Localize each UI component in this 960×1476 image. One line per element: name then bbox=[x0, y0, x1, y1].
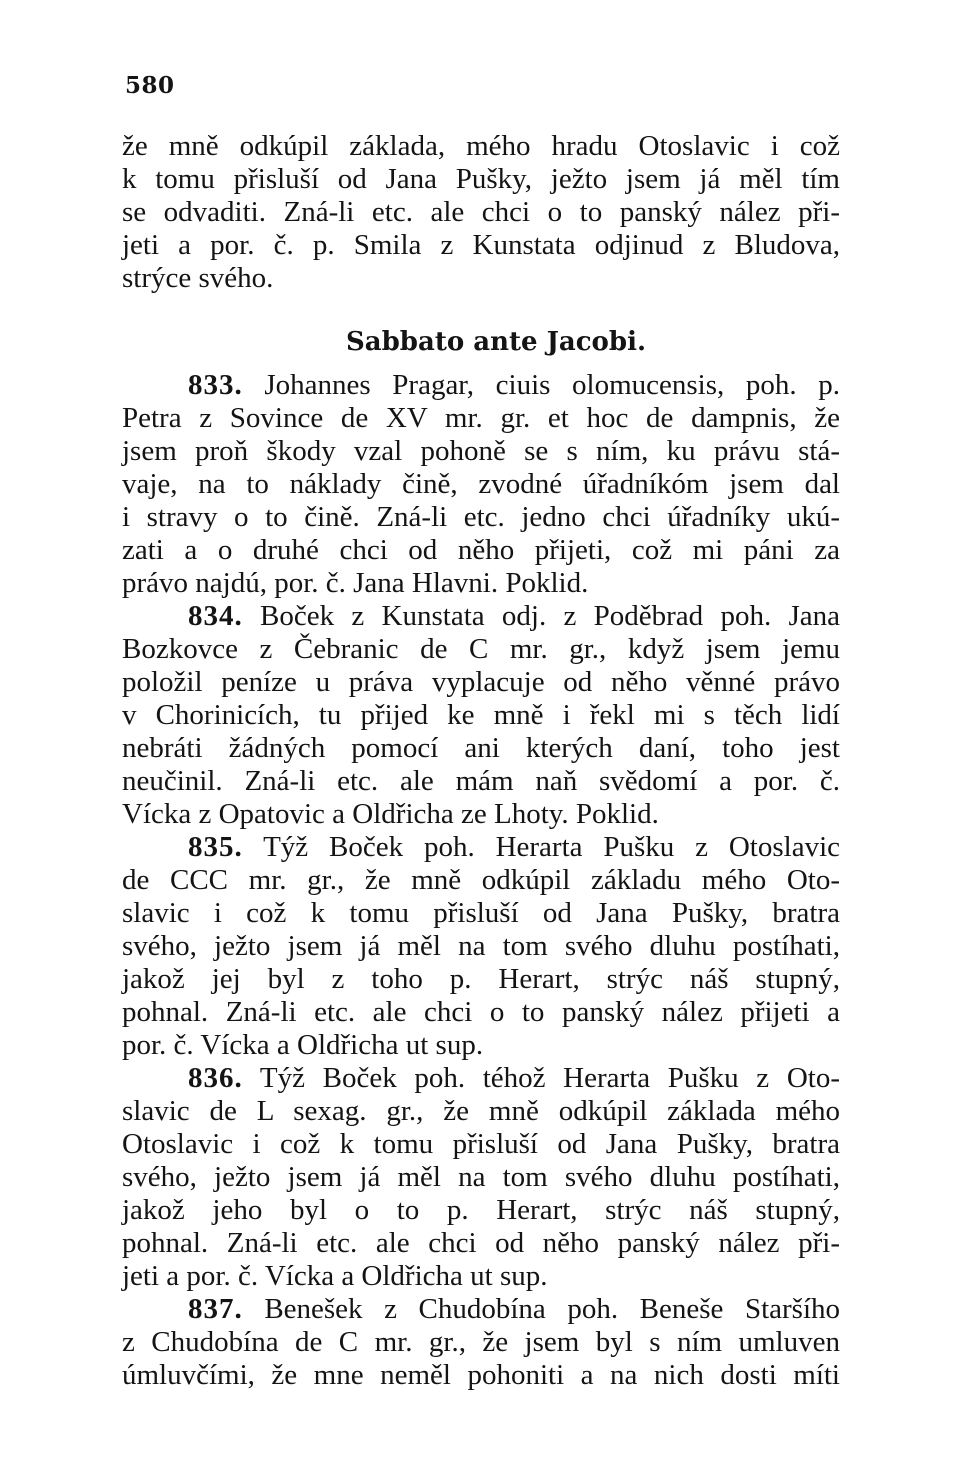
text-line: jeti a por. č. Vícka a Oldřicha ut sup. bbox=[122, 1260, 548, 1292]
text-line: jakož jeho byl o to p. Herart, strýc náš stupný, bbox=[122, 1194, 840, 1226]
intro-paragraph bbox=[122, 130, 840, 295]
text-line: že mně odkúpil základa, mého hradu Otoslavic i což bbox=[122, 130, 840, 162]
text-line: k tomu přisluší od Jana Pušky, ježto jsem já měl tím bbox=[122, 163, 840, 195]
entry-number: 837. bbox=[188, 1293, 243, 1325]
entry-first-line bbox=[122, 831, 840, 864]
text-line: vaje, na to náklady čině, zvodné úřadníkóm jsem dal bbox=[122, 468, 840, 500]
entry-first-text: Johannes Pragar, ciuis olomucensis, poh. p. bbox=[264, 369, 840, 401]
text-line: svého, ježto jsem já měl na tom svého dluhu postíhati, bbox=[122, 1161, 840, 1193]
entry-836 bbox=[122, 1062, 840, 1293]
text-line: jsem proň škody vzal pohoně se s ním, ku právu stá- bbox=[122, 435, 840, 467]
text-line: Vícka z Opatovic a Oldřicha ze Lhoty. Poklid. bbox=[122, 798, 659, 830]
text-line: z Chudobína de C mr. gr., že jsem byl s ním umluven bbox=[122, 1326, 840, 1358]
entry-first-line bbox=[122, 1062, 840, 1095]
text-line: por. č. Vícka a Oldřicha ut sup. bbox=[122, 1029, 484, 1061]
text-line: Bozkovce z Čebranic de C mr. gr., když jsem jemu bbox=[122, 633, 840, 665]
text-line: položil peníze u práva vyplacuje od něho věnné právo bbox=[122, 666, 840, 698]
entry-first-line bbox=[122, 600, 840, 633]
entry-837 bbox=[122, 1293, 840, 1392]
entry-first-text: Boček z Kunstata odj. z Poděbrad poh. Jana bbox=[260, 600, 841, 632]
text-line: de CCC mr. gr., že mně odkúpil základu mého Oto- bbox=[122, 864, 840, 896]
entry-first-line bbox=[122, 369, 840, 402]
entry-number: 834. bbox=[188, 600, 243, 632]
text-line: pohnal. Zná-li etc. ale chci o to panský nález přijeti a bbox=[122, 996, 840, 1028]
entry-number: 835. bbox=[188, 831, 243, 863]
entry-first-text: Benešek z Chudobína poh. Beneše Staršího bbox=[264, 1293, 841, 1325]
entry-number: 833. bbox=[188, 369, 243, 401]
text-line: nebráti žádných pomocí ani kterých daní, toho jest bbox=[122, 732, 840, 764]
entry-833 bbox=[122, 369, 840, 600]
text-line: slavic de L sexag. gr., že mně odkúpil základa mého bbox=[122, 1095, 840, 1127]
text-line: se odvaditi. Zná-li etc. ale chci o to panský nález při- bbox=[122, 196, 840, 228]
entry-835 bbox=[122, 831, 840, 1062]
text-line: pohnal. Zná-li etc. ale chci od něho panský nález při- bbox=[122, 1227, 840, 1259]
section-heading: Sabbato ante Jacobi. bbox=[345, 327, 646, 357]
text-line: neučinil. Zná-li etc. ale mám naň svědomí a por. č. bbox=[122, 765, 840, 797]
entry-first-text: Týž Boček poh. Herarta Pušku z Otoslavic bbox=[263, 831, 841, 863]
entry-834 bbox=[122, 600, 840, 831]
text-line: právo najdú, por. č. Jana Hlavni. Poklid. bbox=[122, 567, 589, 599]
text-line: slavic i což k tomu přisluší od Jana Pušky, bratra bbox=[122, 897, 840, 929]
text-line: jeti a por. č. p. Smila z Kunstata odjinud z Bludova, bbox=[122, 229, 840, 261]
text-line: strýce svého. bbox=[122, 262, 274, 294]
text-line: zati a o druhé chci od něho přijeti, což mi páni za bbox=[122, 534, 840, 566]
text-line: úmluvčími, že mne neměl pohoniti a na nich dosti míti bbox=[122, 1359, 840, 1391]
text-line: Petra z Sovince de XV mr. gr. et hoc de dampnis, že bbox=[122, 402, 840, 434]
entry-first-line bbox=[122, 1293, 840, 1326]
entry-number: 836. bbox=[188, 1062, 243, 1094]
text-line: v Chorinicích, tu přijed ke mně i řekl mi s těch lidí bbox=[122, 699, 840, 731]
text-line: jakož jej byl z toho p. Herart, strýc náš stupný, bbox=[122, 963, 840, 995]
page-number: 580 bbox=[125, 72, 175, 99]
text-line: i stravy o to čině. Zná-li etc. jedno chci úřadníky ukú- bbox=[122, 501, 840, 533]
text-line: Otoslavic i což k tomu přisluší od Jana Pušky, bratra bbox=[122, 1128, 840, 1160]
body-text bbox=[122, 130, 840, 1392]
entry-first-text: Týž Boček poh. téhož Herarta Pušku z Oto- bbox=[259, 1062, 840, 1094]
text-line: svého, ježto jsem já měl na tom svého dluhu postíhati, bbox=[122, 930, 840, 962]
